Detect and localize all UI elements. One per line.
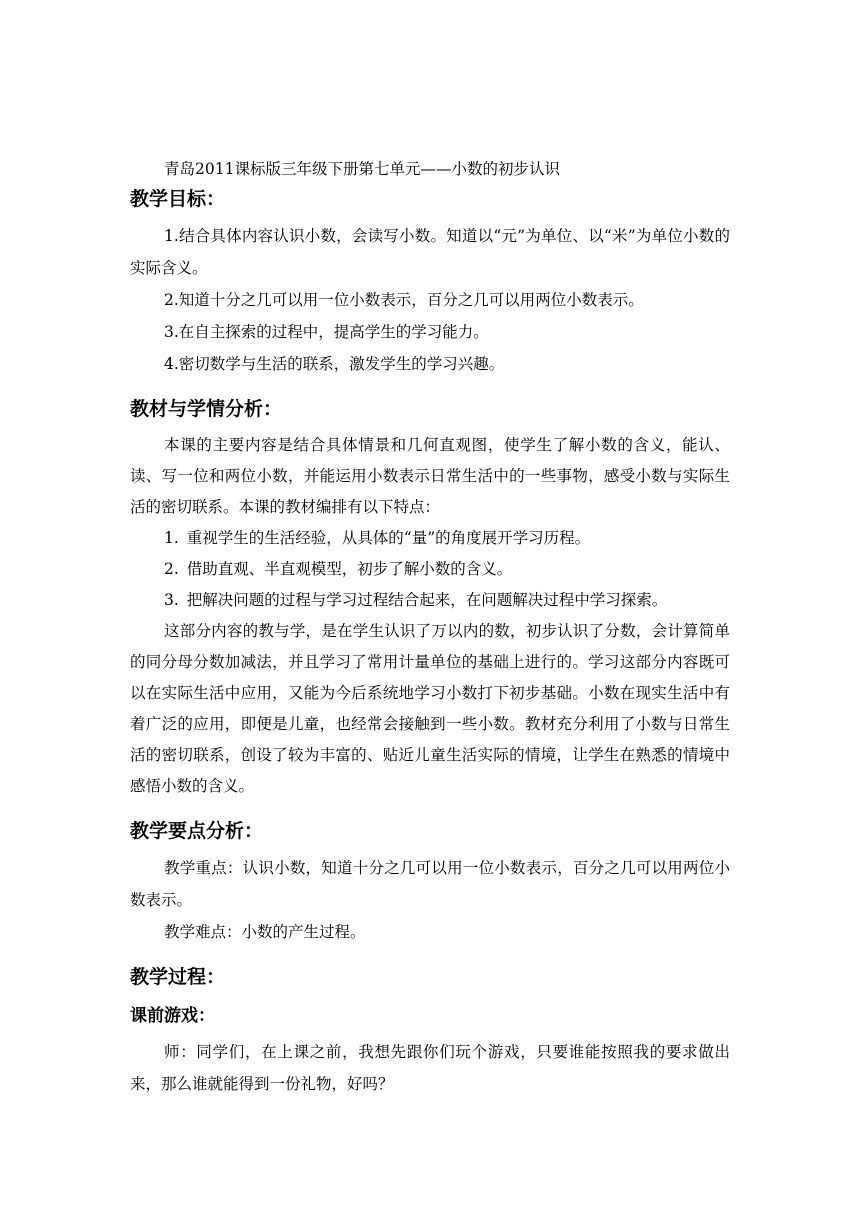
pre-class-game-heading: 课前游戏：: [130, 1006, 215, 1026]
analysis-heading: 教材与学情分析：: [130, 398, 283, 420]
analysis-point-3: [130, 585, 730, 616]
analysis-section: [130, 430, 730, 802]
process-heading: 教学过程：: [130, 966, 226, 988]
document-content: [130, 156, 730, 1100]
analysis-point-number: 1.: [164, 529, 179, 547]
goal-item-4: 4.密切数学与生活的联系，激发学生的学习兴趣。: [164, 355, 505, 373]
goals-heading: 教学目标：: [130, 188, 226, 210]
analysis-point-number: 2.: [164, 560, 179, 578]
teacher-line: 师：同学们，在上课之前，我想先跟你们玩个游戏，只要谁能按照我的要求做出来，那么谁就能得到一份礼物，好吗？: [130, 1043, 730, 1093]
goal-item-3: 3.在自主探索的过程中，提高学生的学习能力。: [164, 323, 489, 341]
key-points-heading: 教学要点分析：: [130, 820, 264, 842]
analysis-body: 这部分内容的教与学，是在学生认识了万以内的数，初步认识了分数，会计算简单的同分母分数加减法，并且学习了常用计量单位的基础上进行的。学习这部分内容既可以在实际生活中应用，又能为今后系统地学习小数打下初步基础。小数在现实生活中有着广泛的应用，即便是儿童，也经常会接触到一些小数。教材充分利用了小数与日常生活的密切联系，创设了较为丰富的、贴近儿童生活实际的情境，让学生在熟悉的情境中感悟小数的含义。: [130, 622, 730, 795]
teaching-focus: 教学重点：认识小数，知道十分之几可以用一位小数表示，百分之几可以用两位小数表示。: [130, 859, 730, 909]
analysis-point-1: [130, 523, 730, 554]
goal-item-1: 1.结合具体内容认识小数，会读写小数。知道以“元”为单位、以“米”为单位小数的实际含义。: [130, 227, 730, 277]
goal-item-2: 2.知道十分之几可以用一位小数表示，百分之几可以用两位小数表示。: [164, 291, 644, 309]
analysis-point-2: [130, 554, 730, 585]
analysis-point-number: 3.: [164, 591, 179, 609]
analysis-point-text: 把解决问题的过程与学习过程结合起来，在问题解决过程中学习探索。: [186, 591, 668, 609]
teaching-difficulty: 教学难点：小数的产生过程。: [164, 923, 366, 941]
analysis-intro: 本课的主要内容是结合具体情景和几何直观图，使学生了解小数的含义，能认、读、写一位和两位小数，并能运用小数表示日常生活中的一些事物，感受小数与实际生活的密切联系。本课的教材编排有以下特点：: [130, 436, 730, 516]
analysis-point-text: 借助直观、半直观模型，初步了解小数的含义。: [186, 560, 513, 578]
document-title: 青岛2011课标版三年级下册第七单元——小数的初步认识: [164, 160, 560, 178]
analysis-point-text: 重视学生的生活经验，从具体的“量”的角度展开学习历程。: [186, 529, 591, 547]
